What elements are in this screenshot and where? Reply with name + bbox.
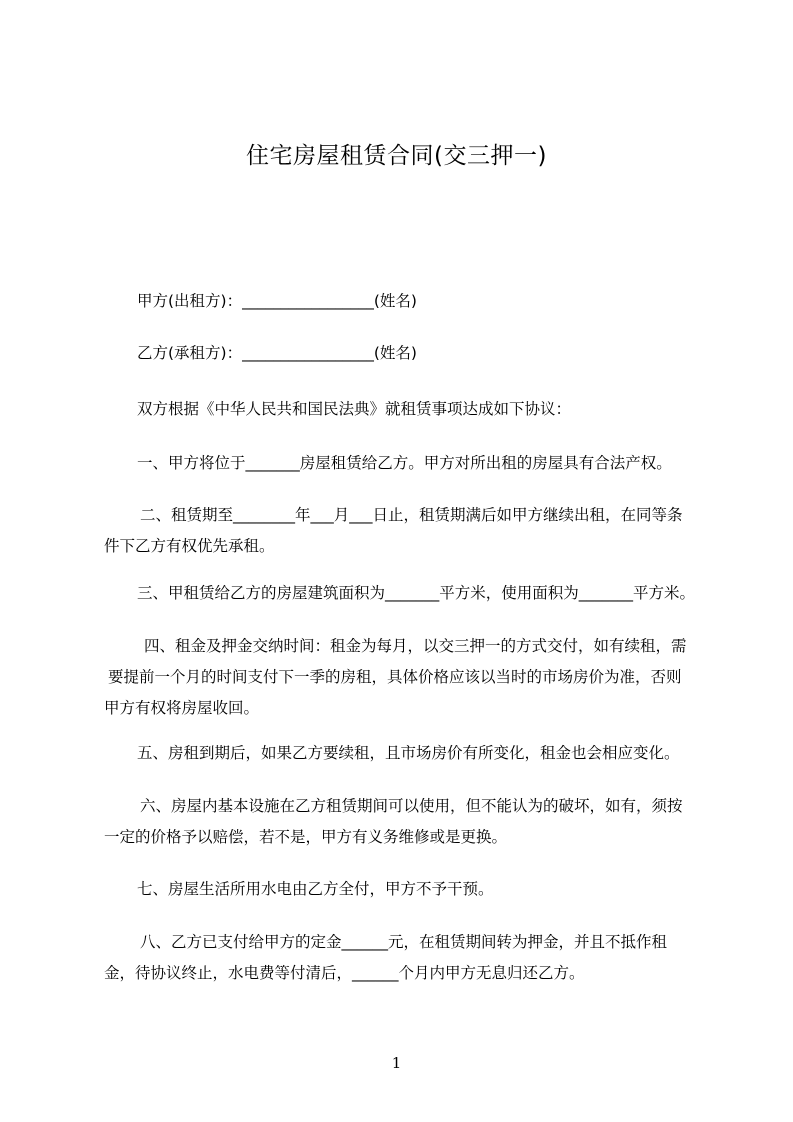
clause-8-line-2: 金，待协议终止，水电费等付清后，______个月内甲方无息归还乙方。 — [104, 964, 585, 982]
clause-6-line-1: 六、房屋内基本设施在乙方租赁期间可以使用，但不能认为的破坏，如有，须按 — [140, 797, 683, 815]
clause-4-line-2: 要提前一个月的时间支付下一季的房租，具体价格应该以当时的市场房价为准，否则 — [108, 668, 682, 686]
party-b-line: 乙方(承租方)：_________________(姓名) — [137, 344, 417, 362]
clause-2-line-1: 二、租赁期至________年___月___日止，租赁期满后如甲方继续出租，在同等条 — [140, 506, 683, 524]
clause-4 — [104, 631, 704, 724]
clause-6-line-2: 一定的价格予以赔偿，若不是，甲方有义务维修或是更换。 — [104, 828, 508, 846]
page-number: 1 — [391, 1054, 402, 1072]
document-title: 住宅房屋租赁合同(交三押一) — [246, 143, 547, 169]
clause-8-line-1: 八、乙方已支付给甲方的定金______元，在租赁期间转为押金，并且不抵作租 — [140, 933, 668, 951]
clause-8 — [104, 927, 704, 989]
clause-2 — [104, 500, 704, 562]
party-a-line: 甲方(出租方)：_________________(姓名) — [137, 292, 417, 310]
clause-2-line-2: 件下乙方有权优先承租。 — [104, 537, 275, 555]
clause-5: 五、房租到期后，如果乙方要续租，且市场房价有所变化，租金也会相应变化。 — [137, 744, 680, 762]
intro-paragraph: 双方根据《中华人民共和国民法典》就租赁事项达成如下协议： — [137, 400, 572, 418]
clause-6 — [104, 791, 704, 853]
clause-3: 三、甲租赁给乙方的房屋建筑面积为_______平方米，使用面积为_______平方米。 — [137, 584, 696, 602]
clause-7: 七、房屋生活所用水电由乙方全付，甲方不予干预。 — [137, 880, 494, 898]
clause-4-line-1: 四、租金及押金交纳时间：租金为每月，以交三押一的方式交付，如有续租，需 — [144, 637, 687, 655]
clause-4-line-3: 甲方有权将房屋收回。 — [104, 699, 260, 717]
clause-1: 一、甲方将位于_______房屋租赁给乙方。甲方对所出租的房屋具有合法产权。 — [137, 454, 672, 472]
